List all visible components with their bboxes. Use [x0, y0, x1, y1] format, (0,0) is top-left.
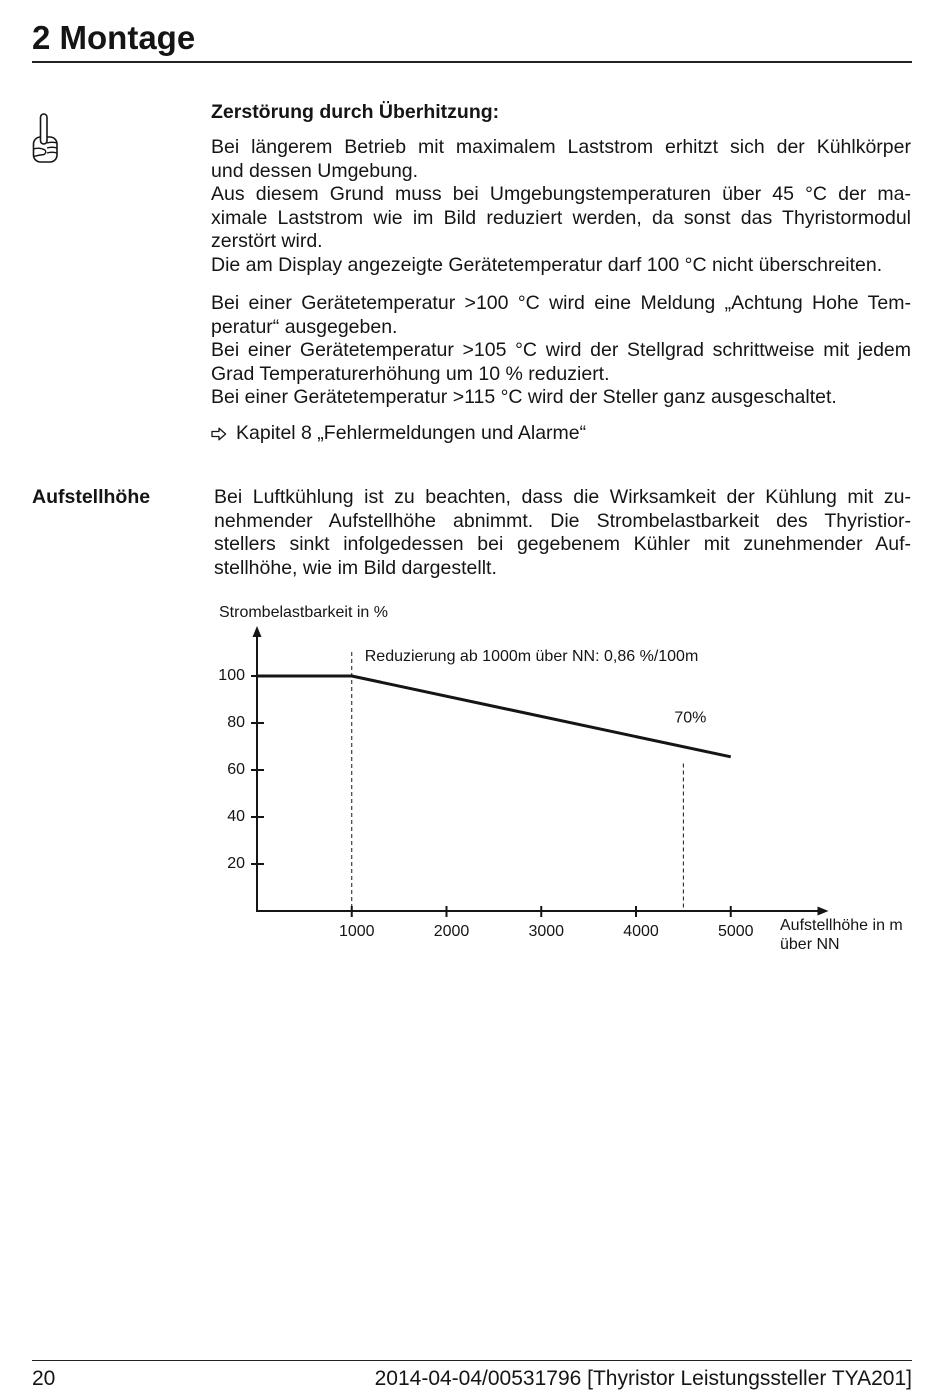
sentence [214, 486, 911, 580]
warning-heading [211, 101, 911, 125]
document-reference: 2014-04-04/00531796 [Thyristor Leistungssteller TYA201] [374, 1367, 912, 1390]
x-tick-label: 3000 [528, 923, 565, 941]
x-axis-label-line-1: Aufstellhöhe in m [780, 917, 903, 935]
text-line: ximale Laststrom wie im Bild reduziert werden, da sonst das Thyristormodul [211, 206, 911, 229]
series-line [257, 676, 731, 757]
text-line: Die am Display angezeigte Gerätetemperatur darf 100 °C nicht überschreiten. [211, 253, 883, 276]
y-tick-label: 100 [218, 667, 245, 685]
x-tick-label: 1000 [338, 923, 375, 941]
text-line: Bei einer Gerätetemperatur >100 °C wird eine Meldung „Achtung Hohe Tem- [211, 292, 911, 314]
text-line: Grad Temperaturerhöhung um 10 % reduziert. [211, 362, 610, 385]
page-number: 20 [32, 1367, 56, 1390]
text-line: Bei Luftkühlung ist zu beachten, dass die Wirksamkeit der Kühlung mit zu- [214, 486, 911, 508]
chapter-reference [236, 422, 911, 446]
x-axis-arrow [818, 907, 829, 916]
altitude-paragraph [214, 486, 911, 580]
text-line: stellers sinkt infolgedessen bei gegebenem Kühler mit zunehmender Auf- [214, 533, 911, 556]
pointing-hand-icon [30, 112, 60, 164]
page-title: 2 Montage [32, 19, 196, 56]
text-line: nehmender Aufstellhöhe abnimmt. Die Strombelastbarkeit des Thyristior- [214, 509, 911, 532]
sentence [211, 254, 911, 278]
reduction-annotation: Reduzierung ab 1000m über NN: 0,86 %/100m [364, 648, 699, 666]
sentence [211, 339, 911, 386]
reference-label-70-percent: 70% [674, 709, 707, 727]
text-line: Bei einer Gerätetemperatur >105 °C wird der Stellgrad schrittweise mit jedem [211, 339, 911, 362]
y-tick-label: 20 [227, 855, 245, 873]
text-line: Bei längerem Betrieb mit maximalem Laststrom erhitzt sich der Kühlkörper [211, 136, 911, 158]
text-line: Aus diesem Grund muss bei Umgebungstemperaturen über 45 °C der ma- [211, 183, 911, 206]
sentence [211, 386, 911, 410]
y-axis-label: Strombelastbarkeit in % [219, 604, 388, 622]
y-axis-arrow [253, 626, 262, 637]
sentence [211, 183, 911, 254]
footer-divider [32, 1360, 912, 1361]
text-line: zerstört wird. [211, 230, 323, 253]
x-tick-label: 4000 [623, 923, 659, 941]
warning-heading-text: Zerstörung durch Überhitzung: [211, 101, 500, 123]
text-line: stellhöhe, wie im Bild dargestellt. [214, 556, 497, 579]
sentence [211, 292, 911, 339]
x-tick-label: 2000 [433, 923, 470, 941]
text-line: und dessen Umgebung. [211, 159, 419, 182]
text-line: peratur“ ausgegeben. [211, 315, 398, 338]
section-label [32, 486, 202, 510]
header-divider [32, 61, 912, 63]
arrow-right-icon [211, 427, 227, 441]
y-tick-label: 60 [227, 761, 245, 779]
x-axis-label-line-2: über NN [780, 936, 840, 954]
derating-chart [200, 595, 912, 960]
chapter-reference-text: Kapitel 8 „Fehlermeldungen und Alarme“ [236, 422, 587, 444]
section-label-text: Aufstellhöhe [32, 486, 151, 508]
temperature-limits-paragraph [211, 292, 911, 410]
y-tick-label: 80 [227, 714, 245, 732]
text-line: Bei einer Gerätetemperatur >115 °C wird der Steller ganz ausgeschaltet. [211, 386, 837, 409]
sentence [211, 136, 911, 183]
x-tick-label: 5000 [717, 923, 754, 941]
overheating-paragraph [211, 136, 911, 278]
y-tick-label: 40 [227, 808, 245, 826]
